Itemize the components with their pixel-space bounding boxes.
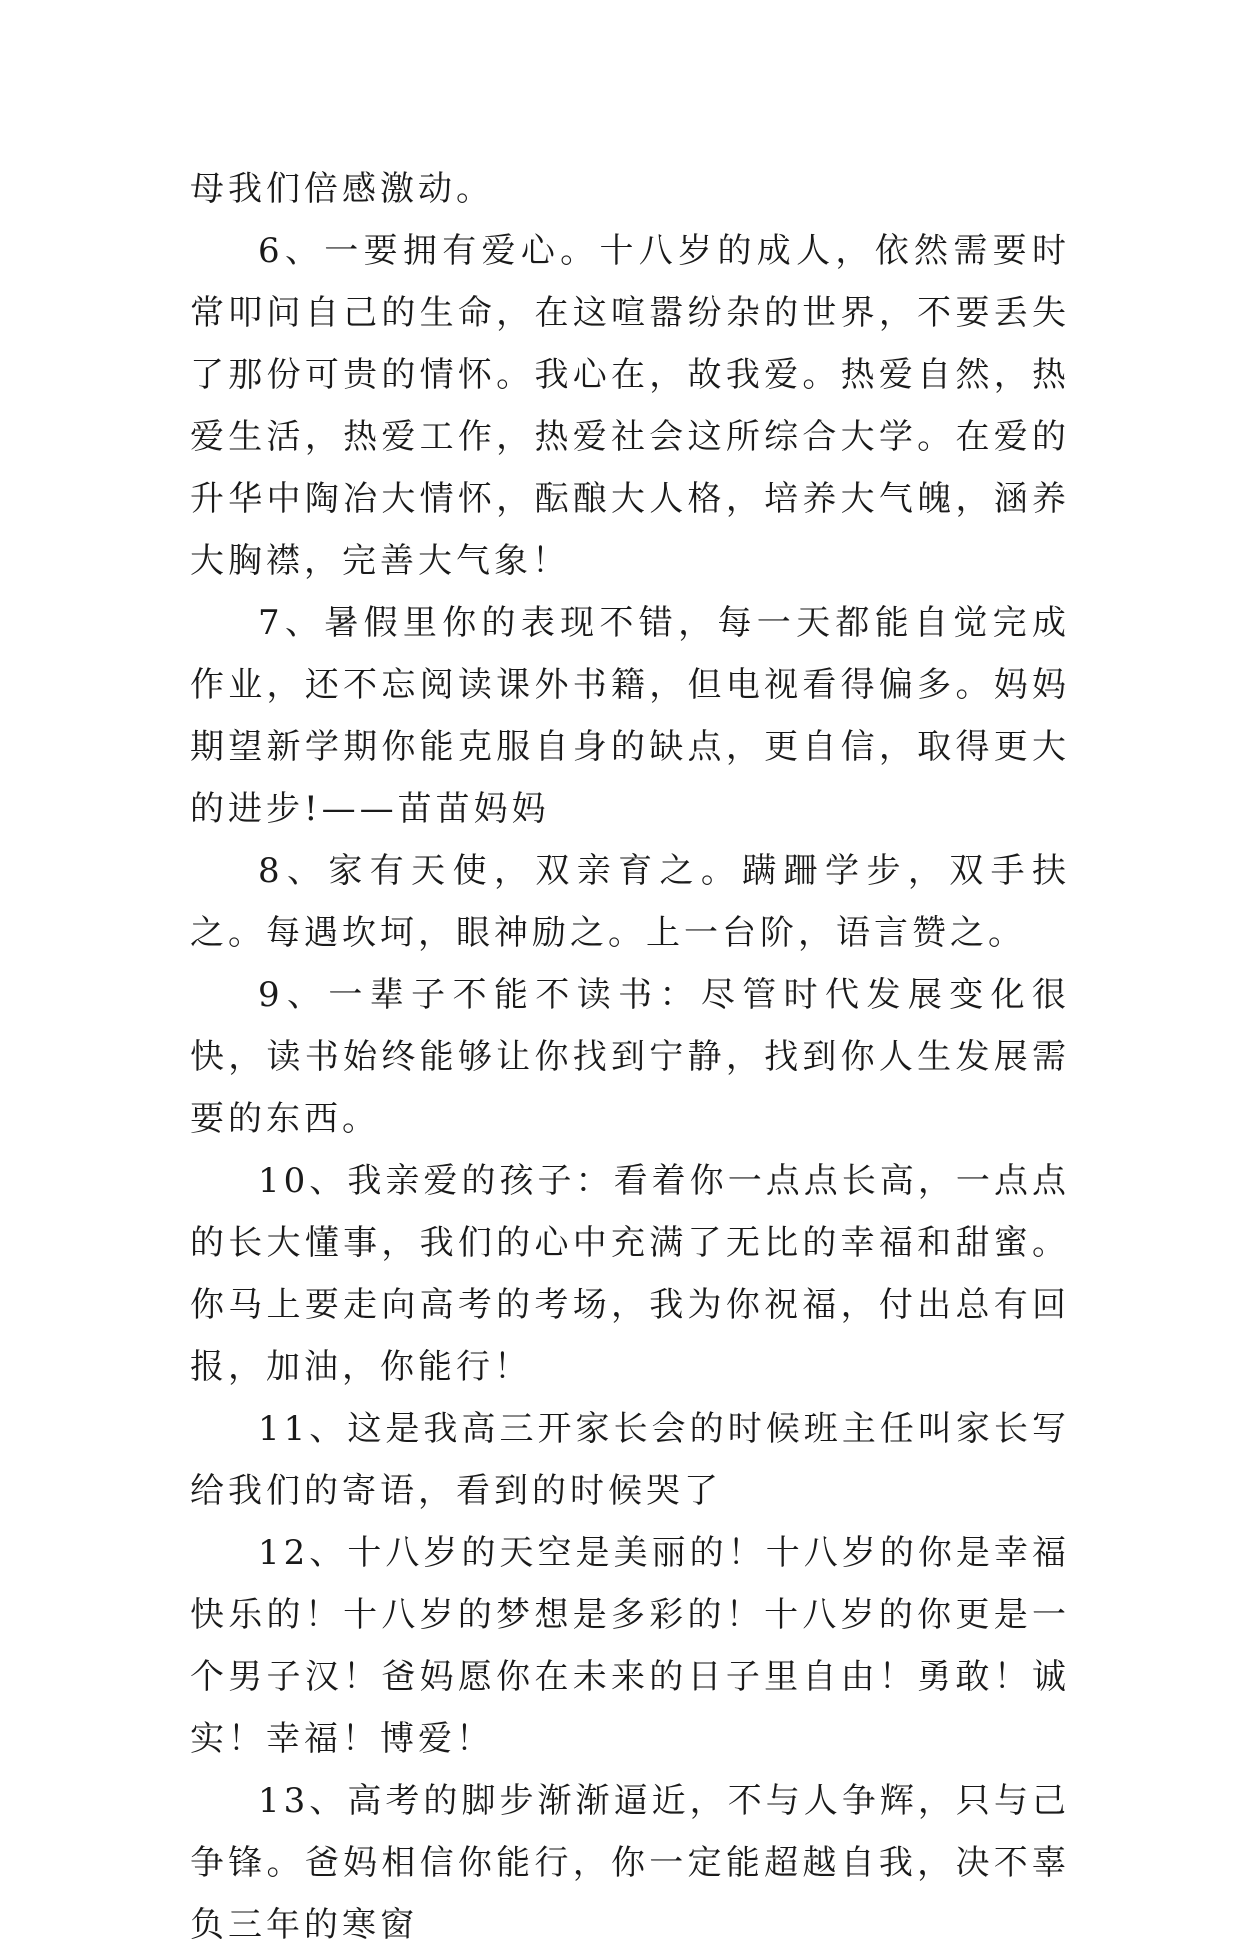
paragraph-12: 12、十八岁的天空是美丽的！十八岁的你是幸福快乐的！十八岁的梦想是多彩的！十八岁的你更是一个男子汉！爸妈愿你在未来的日子里自由！勇敢！诚实！幸福！博爱！ — [190, 1533, 1070, 1759]
paragraph-7: 7、暑假里你的表现不错，每一天都能自觉完成作业，还不忘阅读课外书籍，但电视看得偏多。妈妈期望新学期你能克服自身的缺点，更自信，取得更大的进步!——苗苗妈妈 — [190, 603, 1070, 829]
paragraph-8: 8、家有天使，双亲育之。蹒跚学步，双手扶之。每遇坎坷，眼神励之。上一台阶，语言赞之。 — [190, 851, 1070, 953]
paragraph-11: 11、这是我高三开家长会的时候班主任叫家长写给我们的寄语，看到的时候哭了 — [190, 1409, 1070, 1511]
paragraph-13: 13、高考的脚步渐渐逼近，不与人争辉，只与己争锋。爸妈相信你能行，你一定能超越自我，决不辜负三年的寒窗 — [190, 1781, 1070, 1945]
paragraph-continuation: 母我们倍感激动。 — [190, 169, 494, 209]
paragraph-9: 9、一辈子不能不读书：尽管时代发展变化很快，读书始终能够让你找到宁静，找到你人生发展需要的东西。 — [190, 975, 1070, 1139]
paragraph-6: 6、一要拥有爱心。十八岁的成人，依然需要时常叩问自己的生命，在这喧嚣纷杂的世界，不要丢失了那份可贵的情怀。我心在，故我爱。热爱自然，热爱生活，热爱工作，热爱社会这所综合大学。在爱的升华中陶冶大情怀，酝酿大人格，培养大气魄，涵养大胸襟，完善大气象！ — [190, 231, 1070, 581]
document-body — [190, 158, 1070, 1956]
paragraph-10: 10、我亲爱的孩子：看着你一点点长高，一点点的长大懂事，我们的心中充满了无比的幸福和甜蜜。你马上要走向高考的考场，我为你祝福，付出总有回报，加油，你能行！ — [190, 1161, 1070, 1387]
